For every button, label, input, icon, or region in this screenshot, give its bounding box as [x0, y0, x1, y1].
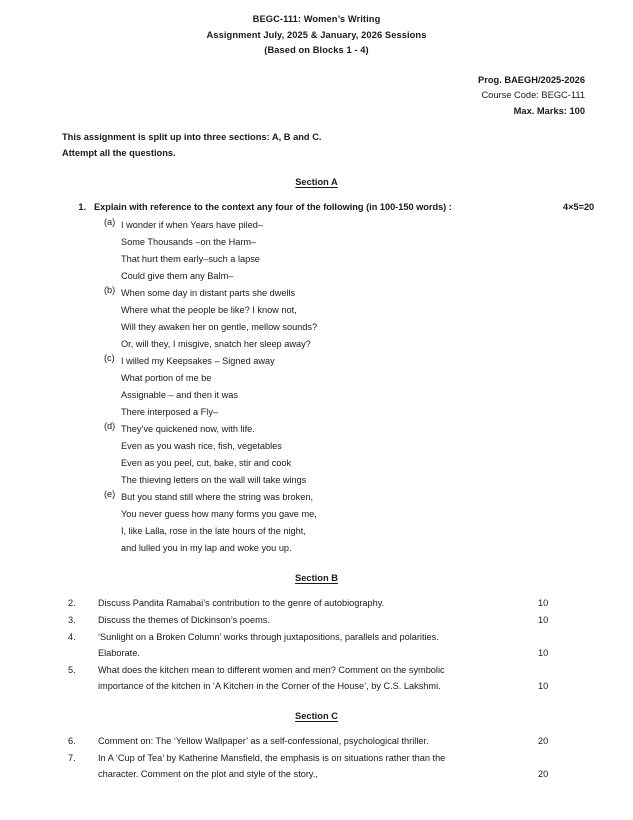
question-1-row — [0, 199, 633, 215]
question-marks — [530, 733, 576, 750]
question-text — [98, 595, 530, 612]
marks-spacer — [538, 750, 576, 767]
question-text — [98, 612, 530, 629]
question-number: 5. — [68, 664, 76, 675]
subitem-label: (d) — [104, 421, 116, 432]
question-marks — [530, 595, 576, 612]
subitem-line: Could give them any Balm– — [121, 271, 234, 282]
question-number: 2. — [68, 598, 76, 609]
subitem-line: Where what the people be like? I know not, — [121, 305, 297, 316]
question-marks — [530, 750, 576, 783]
question-number: 6. — [68, 735, 76, 746]
question-1-number: 1. — [78, 202, 86, 212]
question-1-subitems — [0, 217, 633, 557]
subitem-line: I wonder if when Years have piled– — [121, 220, 263, 231]
subitem-lines — [121, 285, 633, 353]
subitem — [104, 353, 633, 421]
marks-spacer — [538, 629, 576, 646]
course-meta — [0, 73, 633, 120]
subitem-line: You never guess how many forms you gave me, — [121, 509, 317, 520]
subitem-lines — [121, 421, 633, 489]
subitem-line: Or, will they, I misgive, snatch her sleep away? — [121, 339, 311, 350]
section-c-heading-text: Section C — [295, 710, 338, 721]
section-b-heading — [0, 573, 633, 583]
subitem — [104, 489, 633, 557]
subitem-line: Even as you peel, cut, bake, stir and cook — [121, 458, 292, 469]
question-marks-value: 10 — [538, 681, 549, 692]
instruction-line-1: This assignment is split up into three sections: A, B and C. — [62, 132, 322, 142]
question-marks — [530, 662, 576, 695]
subitem-line: That hurt them early–such a lapse — [121, 254, 260, 265]
question-text — [98, 750, 530, 783]
subitem-label: (e) — [104, 489, 116, 500]
max-marks: Max. Marks: 100 — [513, 105, 585, 116]
question-text-line: Discuss Pandita Ramabai’s contribution to the genre of autobiography. — [98, 598, 385, 609]
subitem-line: I, like Lalla, rose in the late hours of the night, — [121, 526, 306, 537]
question-text-line: importance of the kitchen in ‘A Kitchen in the Corner of the House’, by C.S. Lakshmi. — [98, 681, 441, 692]
question-1-marks: 4×5=20 — [563, 202, 595, 212]
question-marks — [530, 629, 576, 662]
section-c-questions — [0, 733, 633, 783]
subitem-label: (a) — [104, 217, 116, 228]
section-a-heading-text: Section A — [295, 177, 338, 187]
subitem-line: What portion of me be — [121, 373, 212, 384]
subitem — [104, 421, 633, 489]
marks-spacer — [538, 662, 576, 679]
subitem-line: Even as you wash rice, fish, vegetables — [121, 441, 282, 452]
instructions-block — [0, 130, 633, 161]
section-b-questions — [0, 595, 633, 695]
subitem-label: (b) — [104, 285, 116, 296]
subitem-line: Will they awaken her on gentle, mellow sounds? — [121, 322, 318, 333]
subitem-line: Assignable – and then it was — [121, 390, 238, 401]
section-b-heading-text: Section B — [295, 573, 338, 584]
subitem-lines — [121, 489, 633, 557]
question-row — [68, 733, 611, 750]
question-text-line: In A ‘Cup of Tea’ by Katherine Mansfield, the emphasis is on situations rather than the — [98, 752, 446, 763]
question-number: 4. — [68, 631, 76, 642]
question-text-line: What does the kitchen mean to different women and men? Comment on the symbolic — [98, 664, 445, 675]
programme-code: Prog. BAEGH/2025-2026 — [478, 74, 585, 85]
section-a-heading — [0, 177, 633, 187]
question-text-line: Comment on: The ‘Yellow Wallpaper’ as a self-confessional, psychological thriller. — [98, 735, 429, 746]
question-text-line: Discuss the themes of Dickinson’s poems. — [98, 615, 270, 625]
question-marks-value: 10 — [538, 615, 549, 625]
question-1-text: Explain with reference to the context any four of the following (in 100-150 words) : — [94, 202, 452, 212]
question-marks-value: 20 — [538, 769, 549, 780]
subitem-lines — [121, 353, 633, 421]
subitem-label: (c) — [104, 353, 115, 364]
header-title-line2: Assignment July, 2025 & January, 2026 Sessions — [206, 29, 427, 40]
question-row — [68, 629, 611, 662]
subitem-line: But you stand still where the string was broken, — [121, 492, 314, 503]
header-title-line3: (Based on Blocks 1 - 4) — [264, 45, 369, 55]
header-title-line1: BEGC-111: Women’s Writing — [252, 14, 381, 24]
question-text — [98, 629, 530, 662]
subitem-line: When some day in distant parts she dwells — [121, 288, 296, 299]
course-code: Course Code: BEGC-111 — [481, 90, 585, 100]
subitem-line: I willed my Keepsakes – Signed away — [121, 356, 275, 367]
question-number: 7. — [68, 752, 76, 763]
question-marks-value: 10 — [538, 598, 549, 609]
subitem-line: Some Thousands –on the Harm– — [121, 237, 257, 248]
question-marks-value: 20 — [538, 735, 549, 746]
question-marks-value: 10 — [538, 648, 549, 659]
document-header — [0, 0, 633, 59]
question-text — [98, 733, 530, 750]
question-row — [68, 595, 611, 612]
question-text — [98, 662, 530, 695]
question-row — [68, 612, 611, 629]
instruction-line-2: Attempt all the questions. — [62, 147, 176, 158]
subitem-line: The thieving letters on the wall will take wings — [121, 475, 307, 486]
question-number: 3. — [68, 615, 76, 625]
question-marks — [530, 612, 576, 629]
question-row — [68, 662, 611, 695]
question-text-line: ‘Sunlight on a Broken Column’ works through juxtapositions, parallels and polarities. — [98, 631, 439, 642]
subitem-lines — [121, 217, 633, 285]
question-text-line: character. Comment on the plot and style of the story., — [98, 769, 318, 780]
section-c-heading — [0, 711, 633, 721]
subitem-line: They’ve quickened now, with life. — [121, 424, 255, 435]
subitem — [104, 285, 633, 353]
question-text-line: Elaborate. — [98, 648, 140, 659]
subitem — [104, 217, 633, 285]
question-row — [68, 750, 611, 783]
subitem-line: There interposed a Fly– — [121, 407, 219, 418]
subitem-line: and lulled you in my lap and woke you up. — [121, 543, 292, 554]
